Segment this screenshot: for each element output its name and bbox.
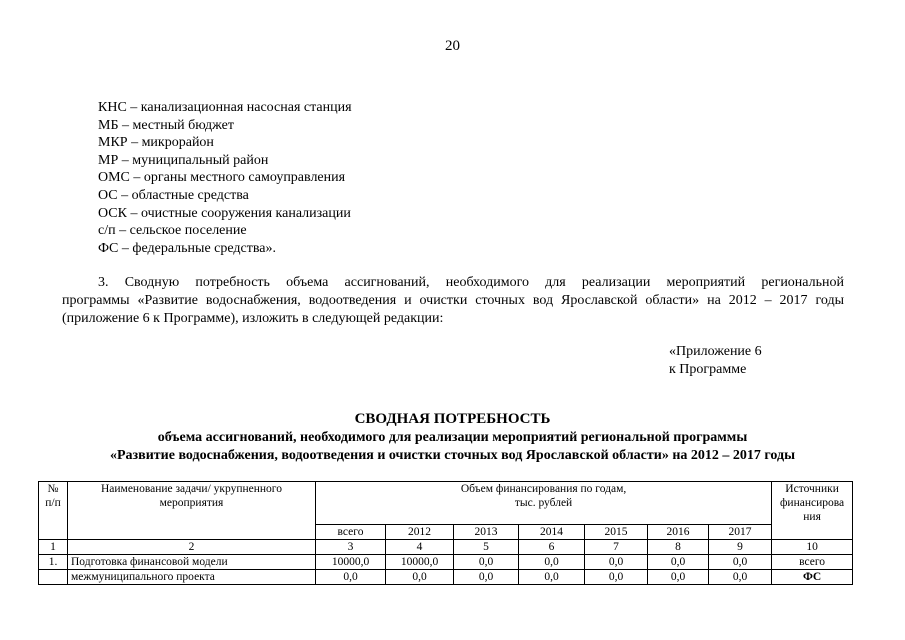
header-year-cell: 2012 xyxy=(386,525,454,540)
value-cell: 0,0 xyxy=(454,570,519,585)
column-number-cell: 1 xyxy=(39,540,68,555)
value-cell: 0,0 xyxy=(585,555,648,570)
row-num-cell xyxy=(39,570,68,585)
value-cell: 10000,0 xyxy=(386,555,454,570)
row-num-cell: 1. xyxy=(39,555,68,570)
title-heading: СВОДНАЯ ПОТРЕБНОСТЬ xyxy=(354,411,551,427)
row-name-cell: межмуниципального проекта xyxy=(68,570,316,585)
value-cell: 0,0 xyxy=(648,555,709,570)
value-cell: 0,0 xyxy=(454,555,519,570)
column-number-cell: 9 xyxy=(709,540,772,555)
table-row xyxy=(39,555,853,570)
header-year-cell: 2016 xyxy=(648,525,709,540)
table-row xyxy=(39,570,853,585)
appendix-line: «Приложение 6 xyxy=(669,344,762,359)
source-cell: всего xyxy=(772,555,853,570)
header-num-cell: № п/п xyxy=(39,482,68,540)
header-sources-cell: Источники финансирова ния xyxy=(772,482,853,540)
paragraph-line: программы «Развитие водоснабжения, водоотведения и очистки сточных вод Ярославской области» на 2012 – 2017 годы xyxy=(62,293,844,308)
header-year-cell: 2015 xyxy=(585,525,648,540)
title-program-name: «Развитие водоснабжения, водоотведения и очистки сточных вод Ярославской области» на 2012 – 2017 годы xyxy=(109,448,796,463)
title-subheading: объема ассигнований, необходимого для реализации мероприятий региональной программы xyxy=(157,430,748,445)
header-funding-cell: Объем финансирования по годам, тыс. рублей xyxy=(316,482,772,525)
column-number-cell: 10 xyxy=(772,540,853,555)
abbreviation-item: МР – муниципальный район xyxy=(98,152,269,168)
header-year-cell: 2013 xyxy=(454,525,519,540)
page-number: 20 xyxy=(445,38,460,54)
value-cell: 0,0 xyxy=(519,570,585,585)
abbreviation-item: ФС – федеральные средства». xyxy=(98,240,276,256)
value-cell: 0,0 xyxy=(386,570,454,585)
abbreviation-list xyxy=(98,99,352,257)
value-cell: 0,0 xyxy=(709,555,772,570)
abbreviation-item: МБ – местный бюджет xyxy=(98,117,234,133)
abbreviation-item: ОМС – органы местного самоуправления xyxy=(98,170,346,186)
funding-table xyxy=(38,481,853,585)
abbreviation-item: КНС – канализационная насосная станция xyxy=(98,100,352,115)
paragraph-line: 3. Сводную потребность объема ассигнований, необходимого для реализации мероприятий региональной xyxy=(98,275,844,290)
column-number-cell: 3 xyxy=(316,540,386,555)
abbreviation-item: МКР – микрорайон xyxy=(98,135,214,151)
column-number-cell: 7 xyxy=(585,540,648,555)
abbreviation-item: ОС – областные средства xyxy=(98,187,249,203)
paragraph-line: (приложение 6 к Программе), изложить в следующей редакции: xyxy=(62,311,444,326)
value-cell: 0,0 xyxy=(648,570,709,585)
appendix-reference xyxy=(669,343,762,379)
header-year-cell: всего xyxy=(316,525,386,540)
header-year-cell: 2014 xyxy=(519,525,585,540)
value-cell: 0,0 xyxy=(316,570,386,585)
instruction-paragraph xyxy=(62,274,844,328)
row-name-cell: Подготовка финансовой модели xyxy=(68,555,316,570)
document-title xyxy=(0,410,905,465)
column-number-row xyxy=(39,540,853,555)
value-cell: 10000,0 xyxy=(316,555,386,570)
header-name-cell: Наименование задачи/ укрупненного мероприятия xyxy=(68,482,316,540)
appendix-line: к Программе xyxy=(669,362,747,377)
column-number-cell: 8 xyxy=(648,540,709,555)
value-cell: 0,0 xyxy=(585,570,648,585)
value-cell: 0,0 xyxy=(709,570,772,585)
column-number-cell: 6 xyxy=(519,540,585,555)
abbreviation-item: с/п – сельское поселение xyxy=(98,223,247,239)
header-year-cell: 2017 xyxy=(709,525,772,540)
source-cell: ФС xyxy=(772,570,853,585)
abbreviation-item: ОСК – очистные сооружения канализации xyxy=(98,205,351,221)
column-number-cell: 2 xyxy=(68,540,316,555)
value-cell: 0,0 xyxy=(519,555,585,570)
column-number-cell: 5 xyxy=(454,540,519,555)
column-number-cell: 4 xyxy=(386,540,454,555)
